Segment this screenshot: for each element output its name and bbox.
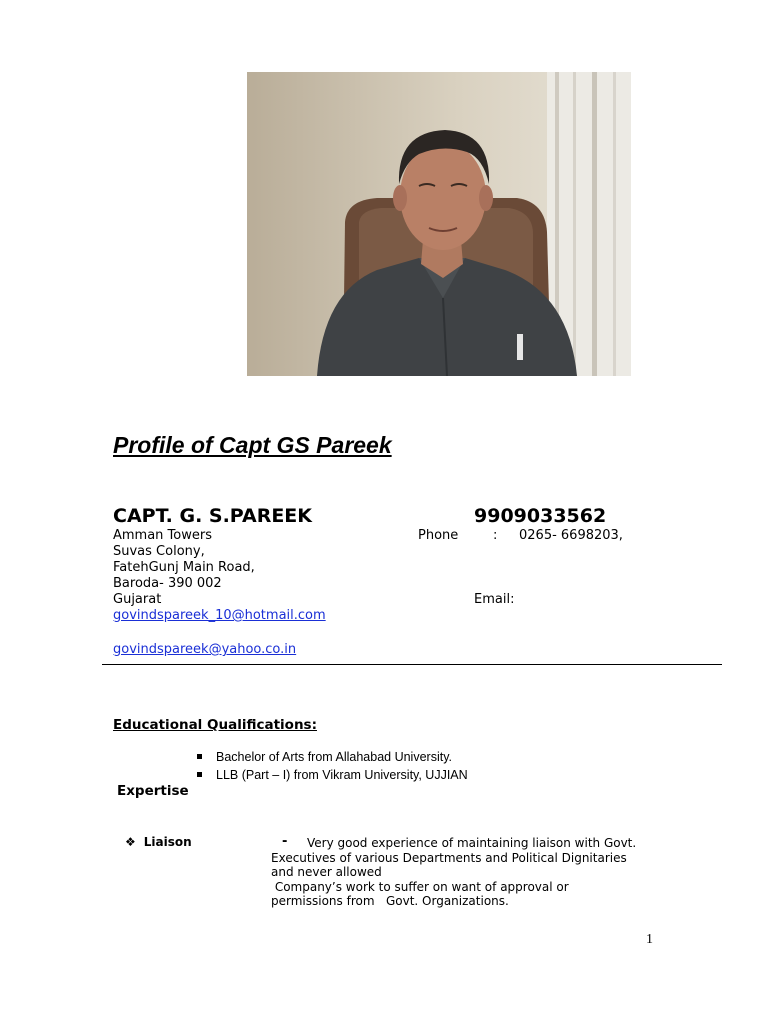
- liaison-text-line: and never allowed: [271, 865, 382, 879]
- education-item-text: LLB (Part – I) from Vikram University, UJJIAN: [216, 768, 468, 782]
- person-name: CAPT. G. S.PAREEK: [113, 505, 313, 527]
- liaison-item: [125, 835, 192, 849]
- education-item-text: Bachelor of Arts from Allahabad University.: [216, 750, 452, 764]
- address-line: Gujarat: [113, 592, 162, 607]
- liaison-text-line: permissions from Govt. Organizations.: [271, 894, 509, 908]
- square-bullet-icon: [197, 754, 202, 759]
- liaison-text-line: Executives of various Departments and Political Dignitaries: [271, 851, 627, 865]
- address-line: Amman Towers: [113, 528, 212, 543]
- email-label: Email:: [474, 592, 515, 607]
- address-line: FatehGunj Main Road,: [113, 560, 255, 575]
- email-link-yahoo[interactable]: govindspareek@yahoo.co.in: [113, 642, 297, 657]
- phone-value: 0265- 6698203,: [519, 528, 623, 543]
- document-title: Profile of Capt GS Pareek: [113, 432, 392, 458]
- liaison-text-line: Very good experience of maintaining liaison with Govt.: [307, 836, 637, 850]
- profile-photo: [247, 72, 631, 376]
- address-line: Suvas Colony,: [113, 544, 205, 559]
- diamond-bullet-icon: ❖: [125, 835, 136, 849]
- phone-label: Phone: [418, 528, 459, 543]
- phone-colon: :: [493, 528, 498, 543]
- address-line: Baroda- 390 002: [113, 576, 222, 591]
- email-link-hotmail[interactable]: govindspareek_10@hotmail.com: [113, 608, 326, 623]
- page-number: 1: [646, 932, 653, 947]
- education-item: [197, 750, 452, 764]
- square-bullet-icon: [197, 772, 202, 777]
- liaison-dash: -: [282, 834, 288, 849]
- horizontal-rule: [102, 664, 722, 665]
- liaison-text-line: Company’s work to suffer on want of approval or: [271, 880, 569, 894]
- education-item: [197, 768, 468, 782]
- education-heading: Educational Qualifications:: [113, 717, 317, 733]
- expertise-heading: Expertise: [117, 783, 189, 799]
- liaison-label: Liaison: [143, 835, 192, 849]
- address-block: [113, 528, 255, 608]
- mobile-number: 9909033562: [474, 505, 607, 527]
